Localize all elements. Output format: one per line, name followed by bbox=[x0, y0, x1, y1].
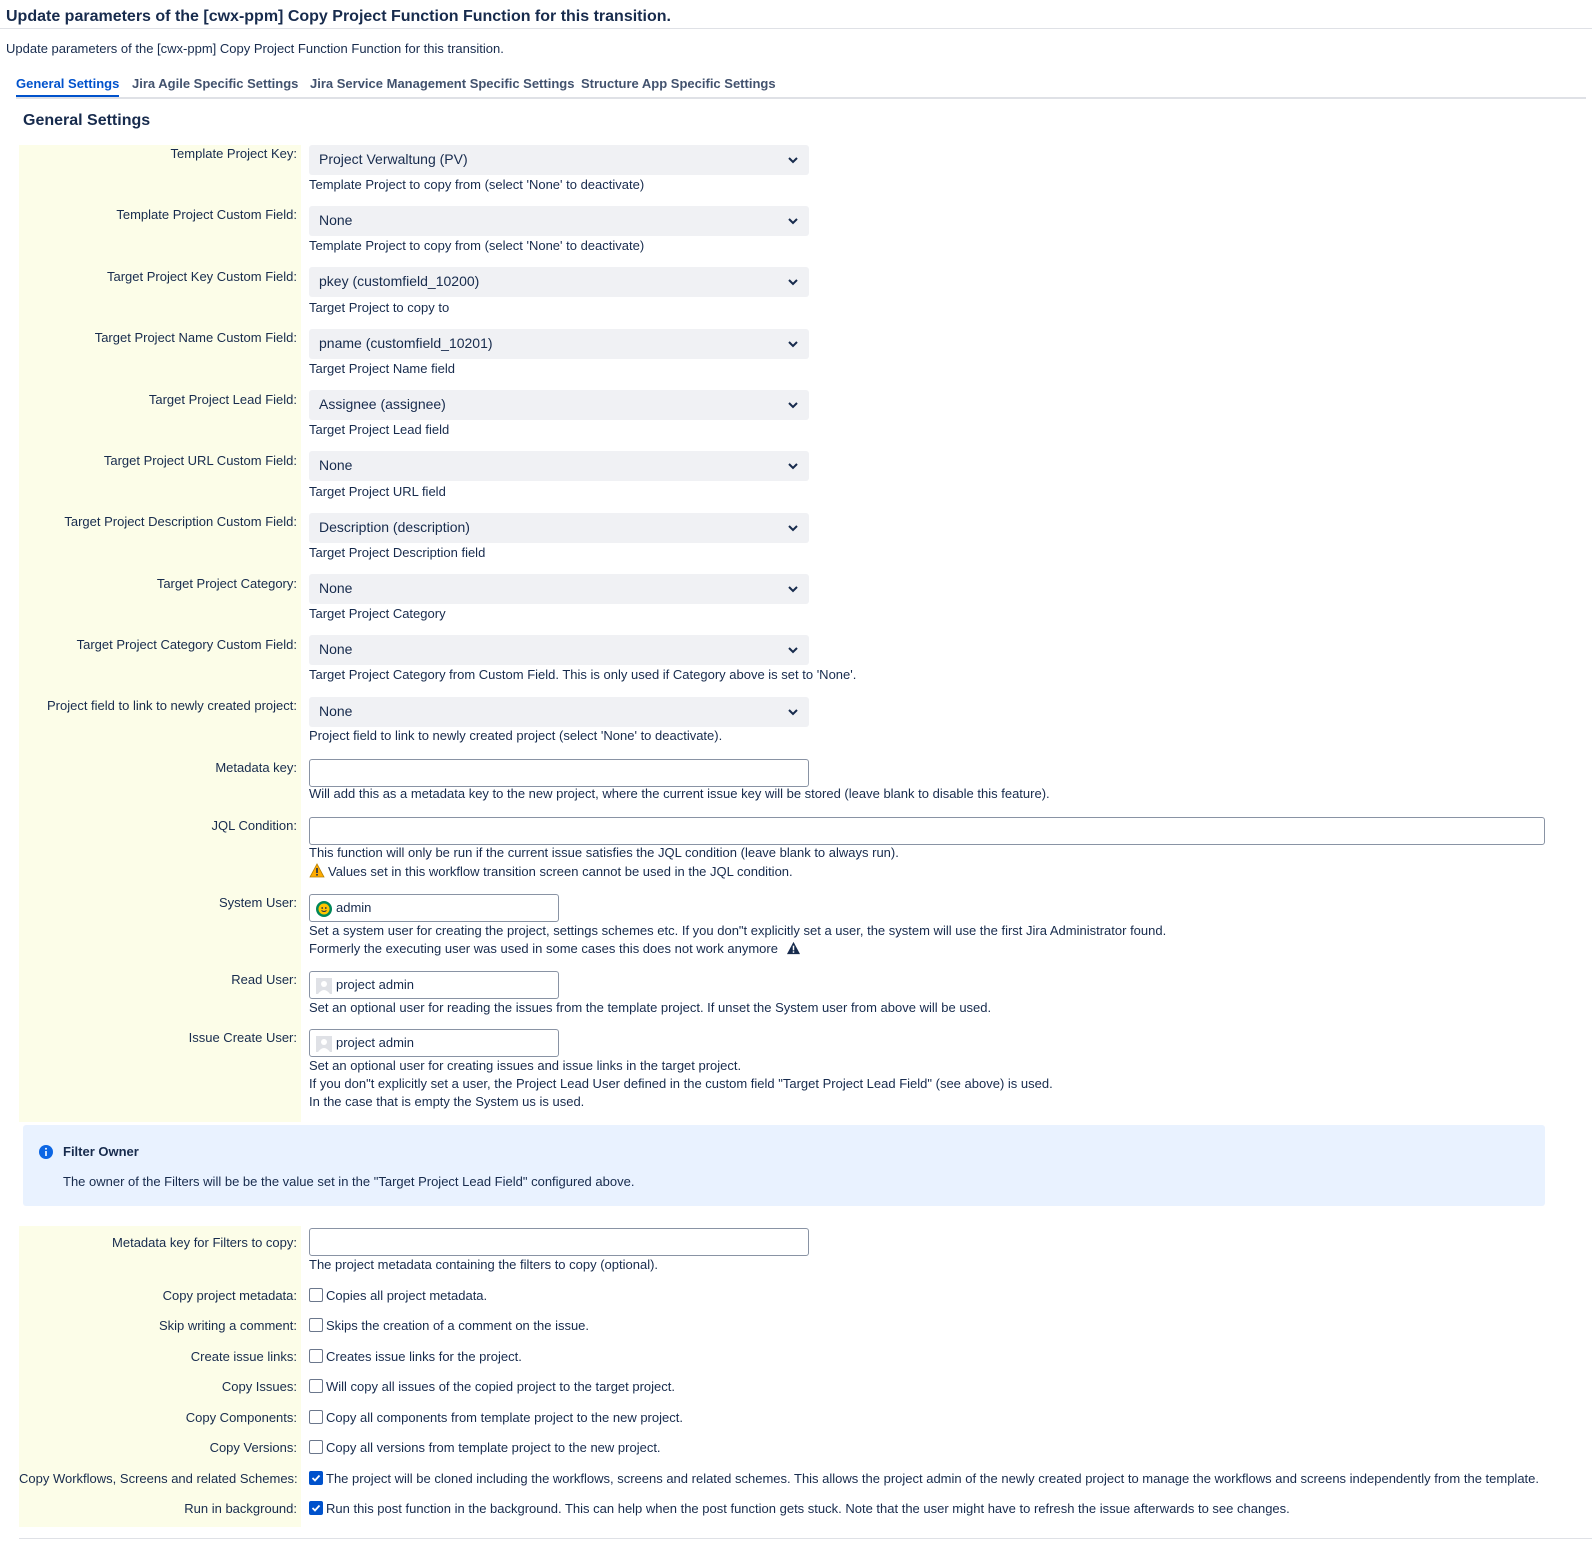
target-project-name-cf-label: Target Project Name Custom Field: bbox=[94, 330, 297, 345]
system-user-note bbox=[309, 941, 804, 956]
selected-value: Description (description) bbox=[319, 519, 470, 535]
issue-create-user-picker[interactable] bbox=[309, 1029, 559, 1057]
selected-value: None bbox=[319, 703, 353, 719]
copy-versions-label: Copy Versions: bbox=[209, 1440, 297, 1455]
metadata-key-help: Will add this as a metadata key to the new project, where the current issue key will be stored (leave blank to disable this feature). bbox=[309, 786, 1050, 801]
info-icon bbox=[39, 1145, 53, 1159]
target-project-name-cf-select[interactable] bbox=[309, 329, 809, 359]
issue-create-user-value: project admin bbox=[336, 1035, 415, 1050]
page-title: Update parameters of the [cwx-ppm] Copy Project Function Function for this transition. bbox=[6, 8, 671, 25]
system-user-value: admin bbox=[336, 900, 372, 915]
read-user-help: Set an optional user for reading the issues from the template project. If unset the System user from above will be used. bbox=[309, 1000, 992, 1015]
jql-condition-input[interactable] bbox=[309, 817, 1545, 845]
filters-metadata-key-help: The project metadata containing the filters to copy (optional). bbox=[309, 1257, 659, 1272]
warning-icon bbox=[309, 863, 325, 878]
filters-metadata-key-label: Metadata key for Filters to copy: bbox=[112, 1235, 297, 1250]
selected-value: pkey (customfield_10200) bbox=[319, 273, 480, 289]
issue-create-user-label: Issue Create User: bbox=[188, 1030, 297, 1045]
target-project-url-cf-label: Target Project URL Custom Field: bbox=[103, 453, 297, 468]
template-project-key-help: Template Project to copy from (select 'None' to deactivate) bbox=[309, 177, 645, 192]
copy-project-metadata-text: Copies all project metadata. bbox=[326, 1288, 488, 1303]
selected-value: None bbox=[319, 580, 353, 596]
target-project-category-select[interactable] bbox=[309, 574, 809, 604]
project-link-field-help: Project field to link to newly created project (select 'None' to deactivate). bbox=[309, 728, 723, 743]
target-project-category-cf-help: Target Project Category from Custom Field. This is only used if Category above is set to 'None'. bbox=[309, 667, 857, 682]
chevron-down-icon bbox=[787, 339, 799, 349]
copy-project-metadata-label: Copy project metadata: bbox=[162, 1288, 297, 1303]
skip-writing-comment-text: Skips the creation of a comment on the issue. bbox=[326, 1318, 590, 1333]
copy-issues-text: Will copy all issues of the copied project to the target project. bbox=[326, 1379, 676, 1394]
create-issue-links-text: Creates issue links for the project. bbox=[326, 1349, 522, 1364]
user-avatar-icon bbox=[316, 901, 332, 917]
tab-general-settings[interactable]: General Settings bbox=[16, 76, 119, 97]
system-user-help: Set a system user for creating the project, settings schemes etc. If you don"t explicitly set a user, the system will use the first Jira Administrator found. bbox=[309, 923, 1167, 938]
project-link-field-label: Project field to link to newly created project: bbox=[46, 698, 297, 713]
target-project-category-help: Target Project Category bbox=[309, 606, 446, 621]
skip-writing-comment-checkbox[interactable] bbox=[309, 1318, 323, 1332]
target-project-lead-label: Target Project Lead Field: bbox=[148, 392, 297, 407]
read-user-value: project admin bbox=[336, 977, 415, 992]
issue-create-user-help-3: In the case that is empty the System us is used. bbox=[309, 1094, 585, 1109]
copy-versions-text: Copy all versions from template project to the new project. bbox=[326, 1440, 661, 1455]
system-user-picker[interactable] bbox=[309, 894, 559, 922]
selected-value: Assignee (assignee) bbox=[319, 396, 446, 412]
target-project-category-cf-select[interactable] bbox=[309, 635, 809, 665]
section-title: General Settings bbox=[23, 112, 151, 129]
page-description: Update parameters of the [cwx-ppm] Copy Project Function Function for this transition. bbox=[6, 41, 504, 56]
metadata-key-label: Metadata key: bbox=[215, 760, 297, 775]
chevron-down-icon bbox=[787, 523, 799, 533]
read-user-label: Read User: bbox=[231, 972, 297, 987]
jql-condition-warning bbox=[309, 863, 793, 879]
run-in-background-checkbox[interactable] bbox=[309, 1501, 323, 1515]
copy-issues-label: Copy Issues: bbox=[221, 1379, 297, 1394]
tab-structure-app-settings[interactable]: Structure App Specific Settings bbox=[581, 76, 776, 91]
copy-versions-checkbox[interactable] bbox=[309, 1440, 323, 1454]
chevron-down-icon bbox=[787, 216, 799, 226]
template-project-custom-field-label: Template Project Custom Field: bbox=[116, 207, 297, 222]
copy-workflows-checkbox[interactable] bbox=[309, 1471, 323, 1485]
target-project-lead-select[interactable] bbox=[309, 390, 809, 420]
template-project-custom-field-select[interactable] bbox=[309, 206, 809, 236]
default-avatar-icon bbox=[316, 978, 332, 994]
warning-icon bbox=[786, 941, 801, 955]
selected-value: pname (customfield_10201) bbox=[319, 335, 493, 351]
chevron-down-icon bbox=[787, 707, 799, 717]
target-project-description-cf-help: Target Project Description field bbox=[309, 545, 486, 560]
copy-components-text: Copy all components from template project to the new project. bbox=[326, 1410, 683, 1425]
copy-components-label: Copy Components: bbox=[185, 1410, 297, 1425]
chevron-down-icon bbox=[787, 584, 799, 594]
selected-value: Project Verwaltung (PV) bbox=[319, 151, 468, 167]
target-project-category-label: Target Project Category: bbox=[156, 576, 297, 591]
chevron-down-icon bbox=[787, 400, 799, 410]
run-in-background-text: Run this post function in the background. This can help when the post function gets stuck. Note that the user might have to refresh the issue afterwards to see changes. bbox=[326, 1501, 1290, 1516]
create-issue-links-checkbox[interactable] bbox=[309, 1349, 323, 1363]
chevron-down-icon bbox=[787, 155, 799, 165]
target-project-key-cf-label: Target Project Key Custom Field: bbox=[106, 269, 297, 284]
target-project-url-cf-select[interactable] bbox=[309, 451, 809, 481]
target-project-description-cf-select[interactable] bbox=[309, 513, 809, 543]
info-panel-text: The owner of the Filters will be be the value set in the "Target Project Lead Field" configured above. bbox=[63, 1174, 635, 1189]
copy-workflows-label: Copy Workflows, Screens and related Schemes: bbox=[19, 1471, 298, 1486]
skip-writing-comment-label: Skip writing a comment: bbox=[159, 1318, 297, 1333]
selected-value: None bbox=[319, 212, 353, 228]
template-project-custom-field-help: Template Project to copy from (select 'None' to deactivate) bbox=[309, 238, 645, 253]
chevron-down-icon bbox=[787, 461, 799, 471]
issue-create-user-help-2: If you don"t explicitly set a user, the Project Lead User defined in the custom field "Target Project Lead Field" (see above) is used. bbox=[309, 1076, 1053, 1091]
checkmark-icon bbox=[311, 1473, 321, 1483]
run-in-background-label: Run in background: bbox=[184, 1501, 297, 1516]
target-project-name-cf-help: Target Project Name field bbox=[309, 361, 455, 376]
issue-create-user-help: Set an optional user for creating issues and issue links in the target project. bbox=[309, 1058, 742, 1073]
checkmark-icon bbox=[311, 1503, 321, 1513]
template-project-key-select[interactable] bbox=[309, 145, 809, 175]
selected-value: None bbox=[319, 641, 353, 657]
target-project-key-cf-help: Target Project to copy to bbox=[309, 300, 450, 315]
system-user-label: System User: bbox=[218, 895, 297, 910]
target-project-description-cf-label: Target Project Description Custom Field: bbox=[64, 514, 297, 529]
jql-warning-text: Values set in this workflow transition screen cannot be used in the JQL condition. bbox=[328, 864, 793, 879]
system-user-note-text: Formerly the executing user was used in some cases this does not work anymore bbox=[309, 941, 778, 956]
metadata-key-input[interactable] bbox=[309, 759, 809, 787]
copy-issues-checkbox[interactable] bbox=[309, 1379, 323, 1393]
title-divider bbox=[0, 28, 1592, 29]
create-issue-links-label: Create issue links: bbox=[190, 1349, 297, 1364]
read-user-picker[interactable] bbox=[309, 971, 559, 999]
filters-metadata-key-input[interactable] bbox=[309, 1228, 809, 1256]
filter-owner-info-panel bbox=[23, 1125, 1545, 1206]
project-link-field-select[interactable] bbox=[309, 697, 809, 727]
chevron-down-icon bbox=[787, 277, 799, 287]
target-project-lead-help: Target Project Lead field bbox=[309, 422, 450, 437]
tab-jira-agile-settings[interactable]: Jira Agile Specific Settings bbox=[132, 76, 299, 91]
jql-condition-label: JQL Condition: bbox=[211, 818, 297, 833]
target-project-url-cf-help: Target Project URL field bbox=[309, 484, 446, 499]
copy-project-metadata-checkbox[interactable] bbox=[309, 1288, 323, 1302]
template-project-key-label: Template Project Key: bbox=[170, 146, 297, 161]
selected-value: None bbox=[319, 457, 353, 473]
target-project-category-cf-label: Target Project Category Custom Field: bbox=[76, 637, 297, 652]
default-avatar-icon bbox=[316, 1036, 332, 1052]
bottom-divider bbox=[19, 1538, 1592, 1539]
copy-workflows-text: The project will be cloned including the workflows, screens and related schemes. This allows the project admin of the newly created project to manage the workflows and screens independently from the template. bbox=[326, 1471, 1540, 1486]
jql-condition-help: This function will only be run if the current issue satisfies the JQL condition (leave blank to always run). bbox=[309, 845, 899, 860]
tab-jira-service-management-settings[interactable]: Jira Service Management Specific Settings bbox=[310, 76, 575, 91]
chevron-down-icon bbox=[787, 645, 799, 655]
copy-components-checkbox[interactable] bbox=[309, 1410, 323, 1424]
info-panel-title: Filter Owner bbox=[63, 1144, 139, 1159]
target-project-key-cf-select[interactable] bbox=[309, 267, 809, 297]
settings-tabs bbox=[16, 76, 1586, 99]
